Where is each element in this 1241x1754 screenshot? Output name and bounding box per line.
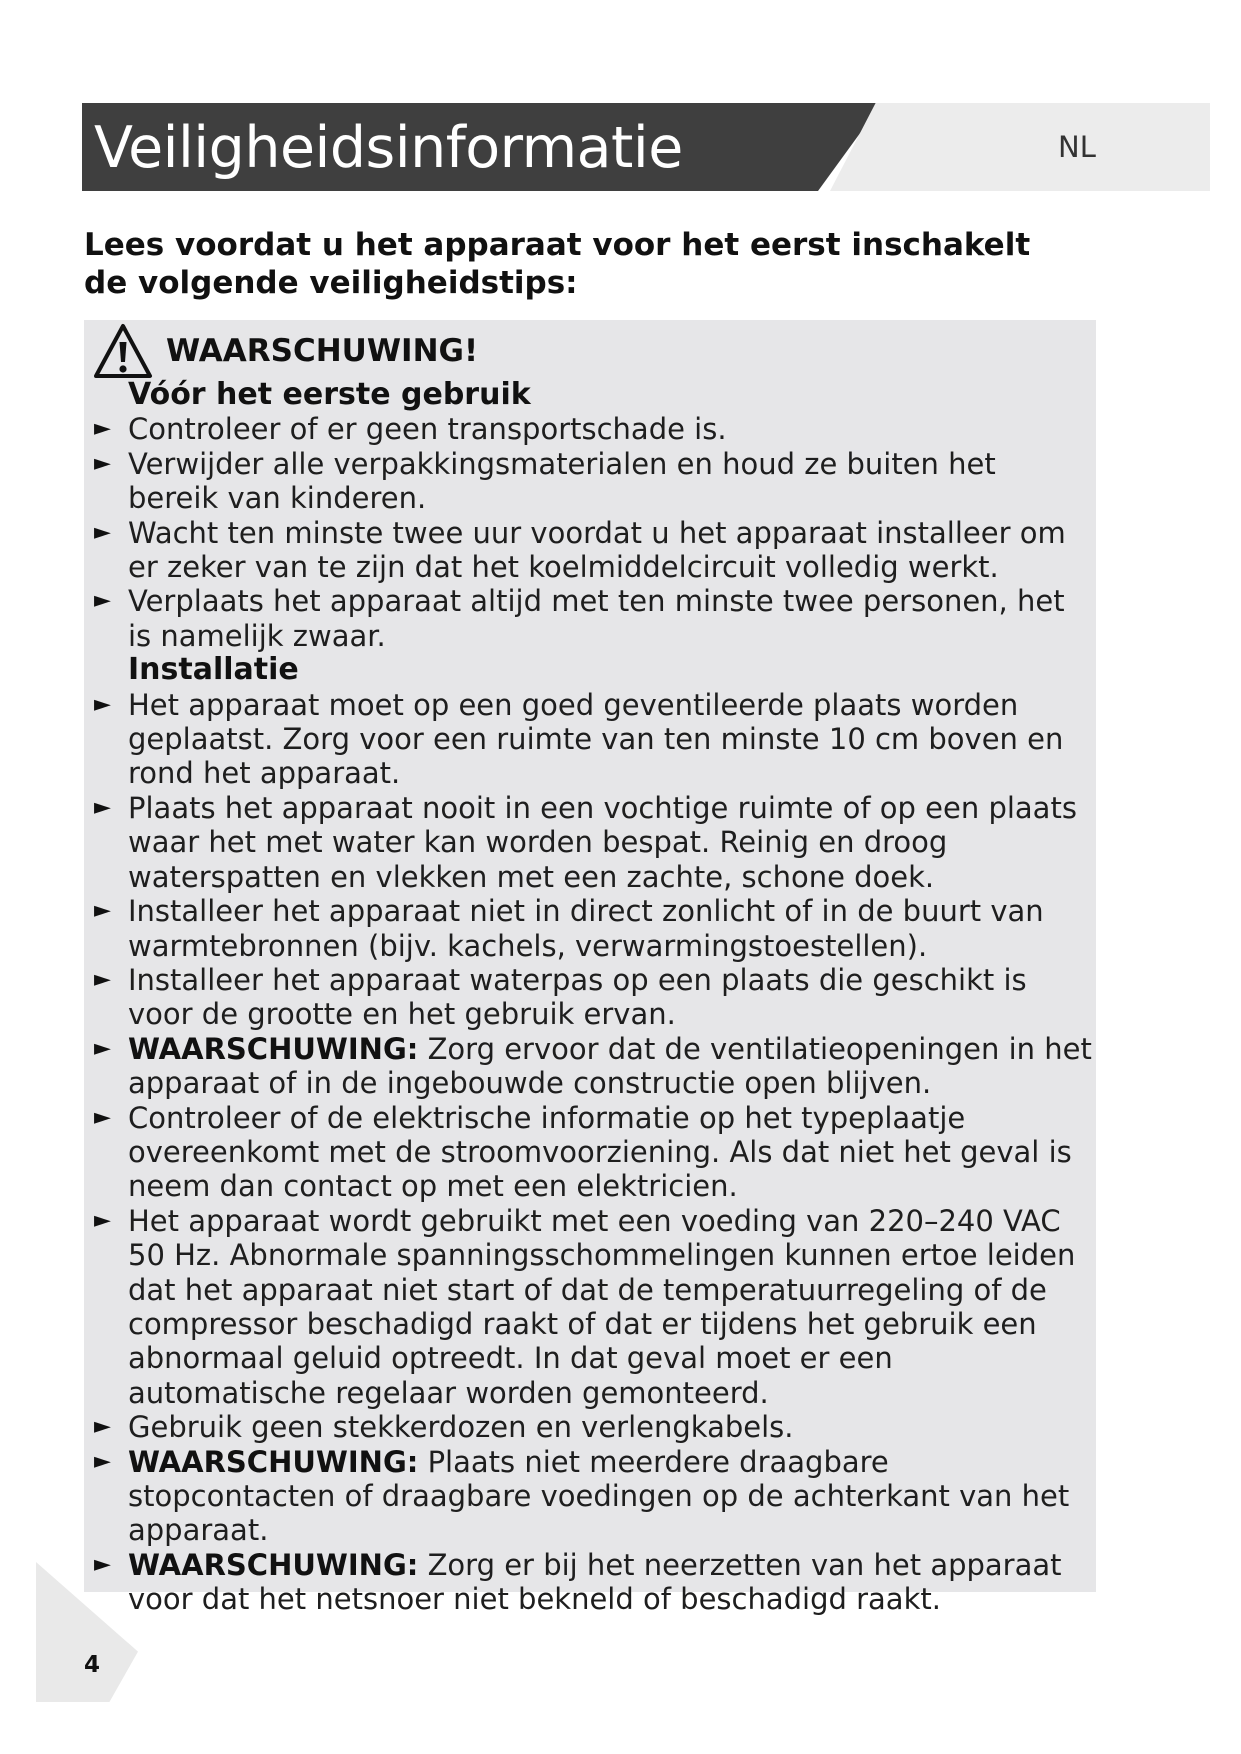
- bullet-icon: ►: [94, 1104, 111, 1130]
- list-item: ► Gebruik geen stekkerdozen en verlengkabels.: [94, 1410, 794, 1445]
- list-item: ► WAARSCHUWING: Zorg ervoor dat de ventilatieopeningen in het apparaat of in de ingebouwde constructie open blijven.: [94, 1031, 1092, 1101]
- section-heading: Installatie: [128, 652, 299, 688]
- list-item: ► WAARSCHUWING: Plaats niet meerdere draagbare stopcontacten of draagbare voedingen op de achterkant van het apparaat.: [94, 1444, 1070, 1548]
- safety-panel: [84, 320, 1096, 1617]
- intro-heading: [84, 226, 1031, 302]
- bullet-icon: ►: [94, 794, 111, 820]
- bullet-icon: ►: [94, 1207, 111, 1233]
- language-code: NL: [1058, 130, 1096, 164]
- list-item: ► Installeer het apparaat niet in direct zonlicht of in de buurt van warmtebronnen (bijv. kachels, verwarmingstoestellen).: [94, 894, 1044, 963]
- list-item: ► Controleer of de elektrische informatie op het typeplaatje overeenkomt met de stroomvoorziening. Als dat niet het geval is neem dan contact op met een elektricien.: [94, 1100, 1072, 1204]
- bullet-icon: ►: [94, 1414, 111, 1440]
- intro-line-2: de volgende veiligheidstips:: [84, 265, 578, 301]
- list-item: ► Installeer het apparaat waterpas op een plaats die geschikt is voor de grootte en het gebruik ervan.: [94, 962, 1027, 1032]
- list-item: ► Het apparaat wordt gebruikt met een voeding van 220–240 VAC 50 Hz. Abnormale spanningsschommelingen kunnen ertoe leiden dat het apparaat niet start of dat de temperatuurregeling of de compressor beschadigd raakt of dat er tijdens het gebruik een abnormaal geluid optreedt. In dat geval moet er een automatische regelaar worden gemonteerd.: [94, 1203, 1076, 1410]
- intro-line-1: Lees voordat u het apparaat voor het eerst inschakelt: [84, 227, 1031, 263]
- bullet-icon: ►: [94, 416, 111, 442]
- bullet-icon: ►: [94, 519, 111, 545]
- bullet-icon: ►: [94, 1035, 111, 1061]
- bullet-icon: ►: [94, 966, 111, 992]
- warning-triangle-icon: [92, 322, 154, 380]
- list-item: ► WAARSCHUWING: Zorg er bij het neerzetten van het apparaat voor dat het netsnoer niet bekneld of beschadigd raakt.: [94, 1547, 1062, 1617]
- header-language-tab: [830, 103, 1210, 191]
- list-item: ► Controleer of er geen transportschade is.: [94, 412, 727, 447]
- bullet-icon: ►: [94, 1448, 111, 1474]
- bullet-icon: ►: [94, 1551, 111, 1577]
- safety-instructions: [94, 378, 1094, 1617]
- warning-header: [92, 320, 478, 382]
- list-item: ► Wacht ten minste twee uur voordat u het apparaat installeer om er zeker van te zijn dat het koelmiddelcircuit volledig werkt.: [94, 515, 1066, 585]
- section-heading: Vóór het eerste gebruik: [128, 377, 531, 412]
- bullet-icon: ►: [94, 450, 111, 476]
- list-item: ► Het apparaat moet op een goed geventileerde plaats worden geplaatst. Zorg voor een ruimte van ten minste 10 cm boven en rond het apparaat.: [94, 687, 1064, 791]
- page-title: Veiligheidsinformatie: [94, 115, 683, 181]
- warning-label: WAARSCHUWING!: [166, 333, 479, 369]
- bullet-icon: ►: [94, 898, 111, 924]
- list-item: ► Verplaats het apparaat altijd met ten minste twee personen, het is namelijk zwaar.: [94, 584, 1065, 653]
- list-item: ► Plaats het apparaat nooit in een vochtige ruimte of op een plaats waar het met water kan worden bespat. Reinig en droog waterspatten en vlekken met een zachte, schone doek.: [94, 790, 1077, 894]
- list-item: ► Verwijder alle verpakkingsmaterialen en houd ze buiten het bereik van kinderen.: [94, 446, 996, 516]
- page-number: 4: [84, 1652, 101, 1678]
- bullet-icon: ►: [94, 691, 111, 717]
- bullet-icon: ►: [94, 588, 111, 614]
